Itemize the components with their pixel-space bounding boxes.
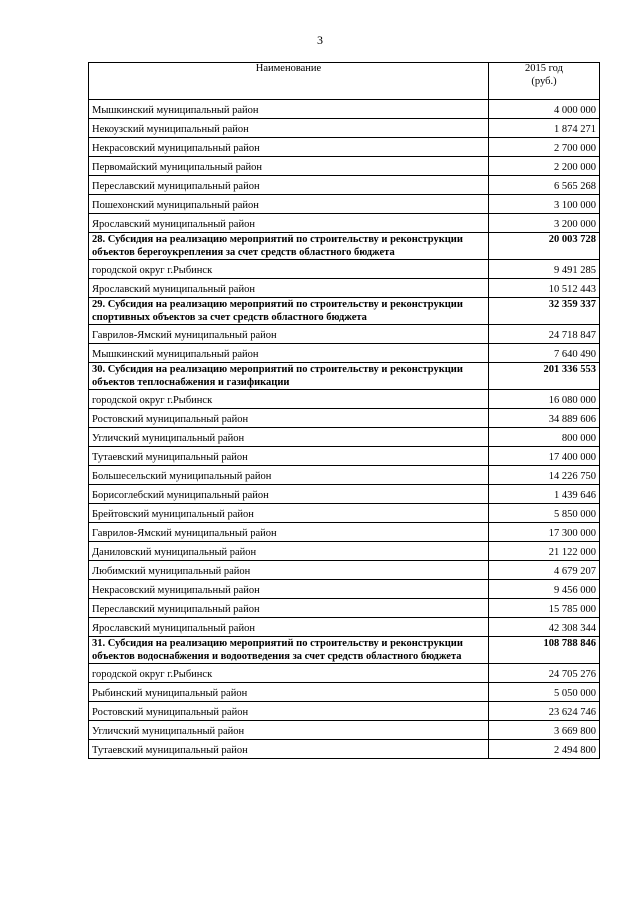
table-row <box>89 664 600 683</box>
section-total-amount: 108 788 846 <box>489 637 600 664</box>
table-row <box>89 325 600 344</box>
recipient-name: Гаврилов-Ямский муниципальный район <box>89 523 489 542</box>
table-row <box>89 561 600 580</box>
table-section-row <box>89 363 600 390</box>
table-row <box>89 447 600 466</box>
recipient-name: Угличский муниципальный район <box>89 428 489 447</box>
amount-cell: 23 624 746 <box>489 702 600 721</box>
table-row <box>89 138 600 157</box>
table-row <box>89 580 600 599</box>
table-row <box>89 618 600 637</box>
amount-cell: 10 512 443 <box>489 279 600 298</box>
section-title: 29. Субсидия на реализацию мероприятий по строительству и реконструкции спортивных объектов за счет средств областного бюджета <box>89 298 489 325</box>
amount-cell: 24 718 847 <box>489 325 600 344</box>
recipient-name: Первомайский муниципальный район <box>89 157 489 176</box>
table-row <box>89 279 600 298</box>
amount-cell: 9 491 285 <box>489 260 600 279</box>
recipient-name: Гаврилов-Ямский муниципальный район <box>89 325 489 344</box>
table-row <box>89 702 600 721</box>
table-row <box>89 195 600 214</box>
amount-cell: 7 640 490 <box>489 344 600 363</box>
amount-cell: 5 050 000 <box>489 683 600 702</box>
table-row <box>89 344 600 363</box>
table-row <box>89 176 600 195</box>
recipient-name: Мышкинский муниципальный район <box>89 100 489 119</box>
page-number: 3 <box>317 33 323 47</box>
table-row <box>89 390 600 409</box>
amount-cell: 5 850 000 <box>489 504 600 523</box>
recipient-name: Некрасовский муниципальный район <box>89 580 489 599</box>
table-section-row <box>89 637 600 664</box>
table-section-row <box>89 233 600 260</box>
table-body <box>89 100 600 759</box>
amount-cell: 3 669 800 <box>489 721 600 740</box>
column-header-unit: (руб.) <box>531 75 557 87</box>
recipient-name: Некоузский муниципальный район <box>89 119 489 138</box>
section-total-amount: 32 359 337 <box>489 298 600 325</box>
recipient-name: Угличский муниципальный район <box>89 721 489 740</box>
table-header-row <box>89 63 600 100</box>
recipient-name: Мышкинский муниципальный район <box>89 344 489 363</box>
table-row <box>89 683 600 702</box>
table-row <box>89 485 600 504</box>
recipient-name: городской округ г.Рыбинск <box>89 260 489 279</box>
amount-cell: 14 226 750 <box>489 466 600 485</box>
amount-cell: 24 705 276 <box>489 664 600 683</box>
column-header-amount <box>489 63 600 100</box>
column-header-year: 2015 год <box>525 63 563 74</box>
table-row <box>89 721 600 740</box>
recipient-name: Пошехонский муниципальный район <box>89 195 489 214</box>
table-row <box>89 409 600 428</box>
recipient-name: городской округ г.Рыбинск <box>89 390 489 409</box>
recipient-name: Некрасовский муниципальный район <box>89 138 489 157</box>
table-row <box>89 260 600 279</box>
amount-cell: 2 700 000 <box>489 138 600 157</box>
recipient-name: Брейтовский муниципальный район <box>89 504 489 523</box>
section-title: 31. Субсидия на реализацию мероприятий по строительству и реконструкции объектов водоснабжения и водоотведения за счет средств областного бюджета <box>89 637 489 664</box>
amount-cell: 4 679 207 <box>489 561 600 580</box>
amount-cell: 1 439 646 <box>489 485 600 504</box>
recipient-name: Ростовский муниципальный район <box>89 409 489 428</box>
section-title: 30. Субсидия на реализацию мероприятий по строительству и реконструкции объектов теплоснабжения и газификации <box>89 363 489 390</box>
recipient-name: Ростовский муниципальный район <box>89 702 489 721</box>
recipient-name: Любимский муниципальный район <box>89 561 489 580</box>
amount-cell: 17 400 000 <box>489 447 600 466</box>
table-row <box>89 466 600 485</box>
amount-cell: 17 300 000 <box>489 523 600 542</box>
table-row <box>89 157 600 176</box>
recipient-name: Ярославский муниципальный район <box>89 279 489 298</box>
recipient-name: Переславский муниципальный район <box>89 176 489 195</box>
recipient-name: городской округ г.Рыбинск <box>89 664 489 683</box>
amount-cell: 3 100 000 <box>489 195 600 214</box>
amount-cell: 1 874 271 <box>489 119 600 138</box>
table-row <box>89 542 600 561</box>
amount-cell: 3 200 000 <box>489 214 600 233</box>
budget-table <box>88 62 600 759</box>
recipient-name: Рыбинский муниципальный район <box>89 683 489 702</box>
recipient-name: Тутаевский муниципальный район <box>89 447 489 466</box>
recipient-name: Ярославский муниципальный район <box>89 214 489 233</box>
amount-cell: 4 000 000 <box>489 100 600 119</box>
table-section-row <box>89 298 600 325</box>
amount-cell: 21 122 000 <box>489 542 600 561</box>
amount-cell: 2 494 800 <box>489 740 600 759</box>
table-row <box>89 523 600 542</box>
recipient-name: Даниловский муниципальный район <box>89 542 489 561</box>
table-row <box>89 428 600 447</box>
table-row <box>89 504 600 523</box>
amount-cell: 9 456 000 <box>489 580 600 599</box>
recipient-name: Переславский муниципальный район <box>89 599 489 618</box>
amount-cell: 6 565 268 <box>489 176 600 195</box>
amount-cell: 34 889 606 <box>489 409 600 428</box>
table-row <box>89 740 600 759</box>
table-row <box>89 214 600 233</box>
table-row <box>89 599 600 618</box>
amount-cell: 800 000 <box>489 428 600 447</box>
amount-cell: 2 200 000 <box>489 157 600 176</box>
amount-cell: 42 308 344 <box>489 618 600 637</box>
section-title: 28. Субсидия на реализацию мероприятий по строительству и реконструкции объектов берегоукрепления за счет средств областного бюджета <box>89 233 489 260</box>
recipient-name: Тутаевский муниципальный район <box>89 740 489 759</box>
column-header-name: Наименование <box>89 63 489 100</box>
table-row <box>89 100 600 119</box>
amount-cell: 15 785 000 <box>489 599 600 618</box>
table-row <box>89 119 600 138</box>
amount-cell: 16 080 000 <box>489 390 600 409</box>
recipient-name: Большесельский муниципальный район <box>89 466 489 485</box>
recipient-name: Ярославский муниципальный район <box>89 618 489 637</box>
section-total-amount: 201 336 553 <box>489 363 600 390</box>
section-total-amount: 20 003 728 <box>489 233 600 260</box>
recipient-name: Борисоглебский муниципальный район <box>89 485 489 504</box>
